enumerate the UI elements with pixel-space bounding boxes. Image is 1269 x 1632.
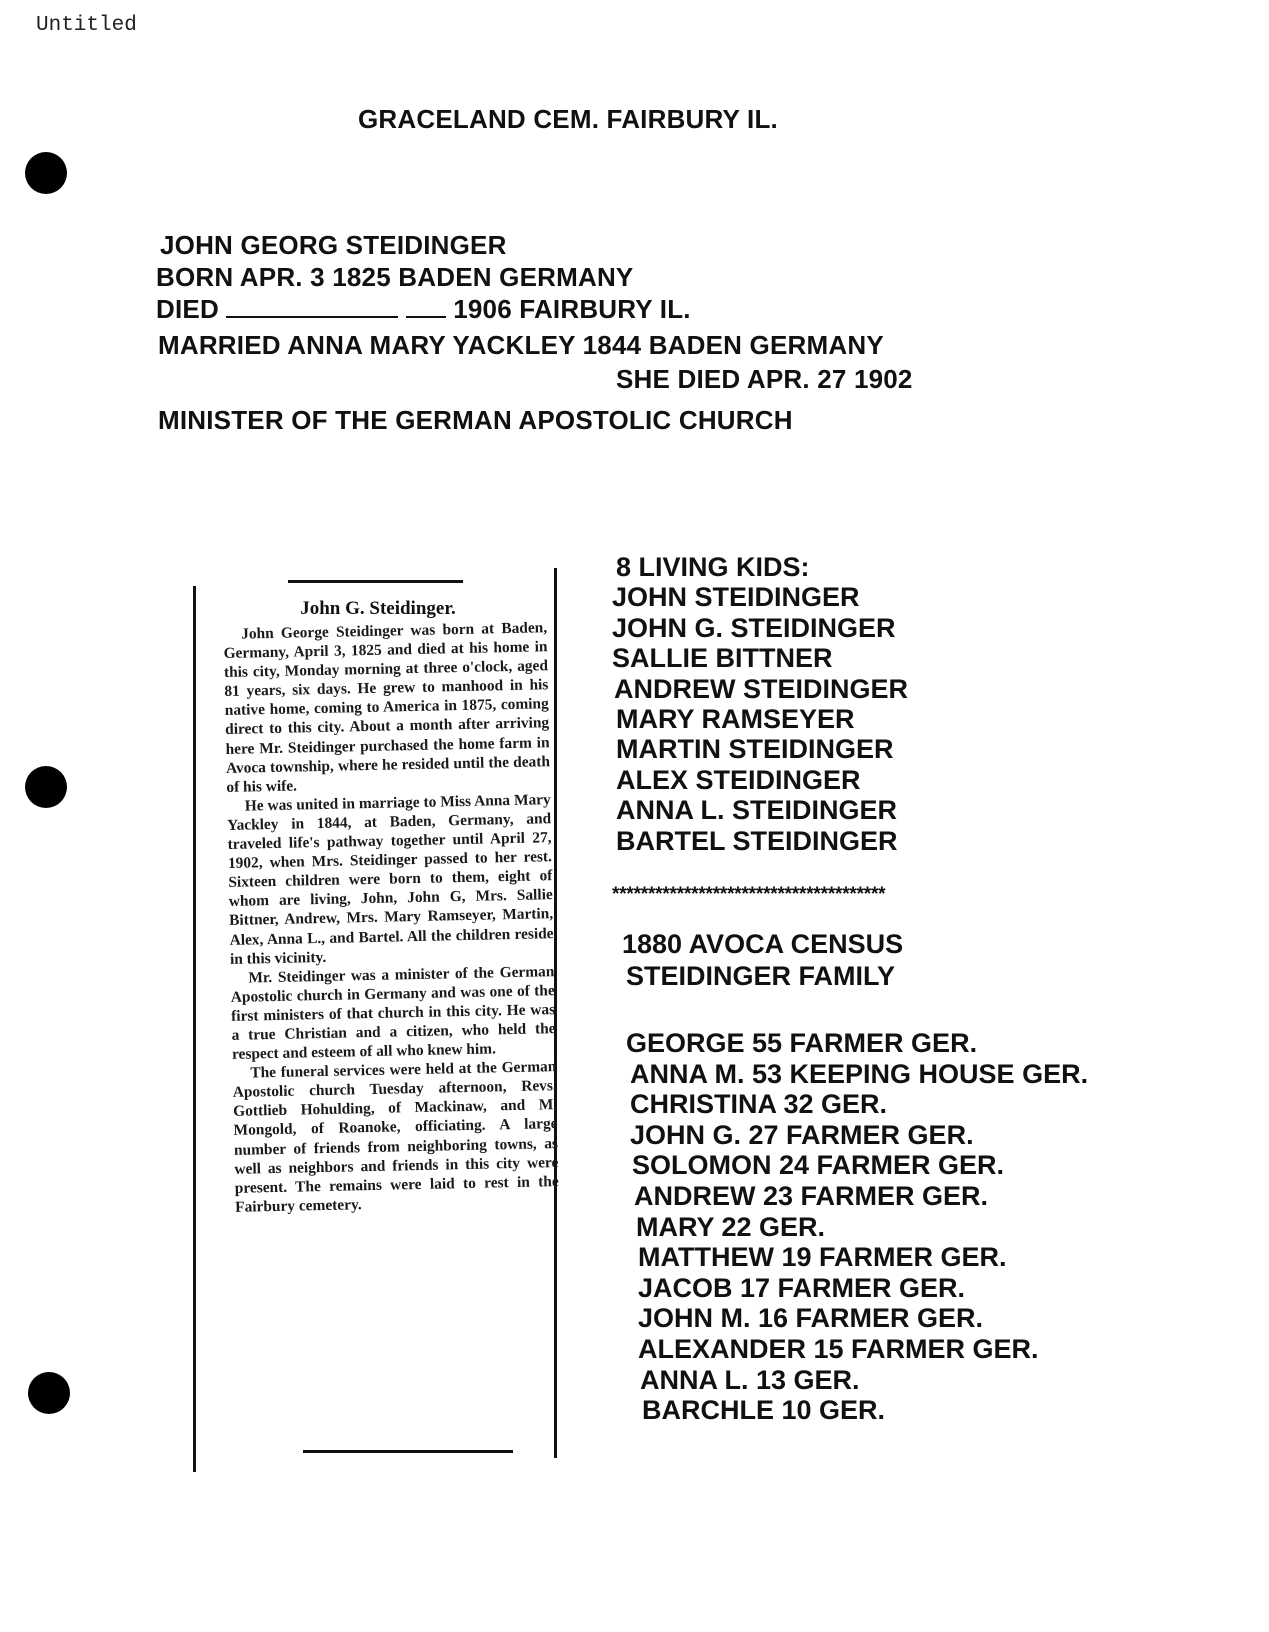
census-entry: MARY 22 GER.	[636, 1211, 826, 1242]
census-entry: BARCHLE 10 GER.	[642, 1395, 886, 1426]
census-title	[622, 928, 903, 992]
census-entry: JACOB 17 FARMER GER.	[638, 1272, 966, 1303]
clipping-bottom-rule	[303, 1450, 513, 1453]
bio-occupation: MINISTER OF THE GERMAN APOSTOLIC CHURCH	[158, 405, 793, 435]
kid-name: MARY RAMSEYER	[616, 704, 855, 735]
died-day-blank	[406, 296, 446, 318]
census-list	[626, 1028, 1088, 1426]
clipping-title: John G. Steidinger.	[300, 598, 456, 619]
clipping-paragraph: He was united in marriage to Miss Anna Mary Yackley in 1844, at Baden, Germany, and traveled life's pathway together until April 27, 1902, when Mrs. Steidinger passed to her rest. Sixteen children were born to them, eight of whom are living, John, John G, Mrs. Sallie Bittner, Andrew, Mrs. Mary Ramseyer, Martin, Alex, Anna L., and Bartel. All the children reside in this vicinity.	[227, 791, 554, 968]
clipping-body	[223, 618, 559, 1217]
page-title: GRACELAND CEM. FAIRBURY IL.	[358, 104, 778, 134]
census-title-line2: STEIDINGER FAMILY	[626, 961, 896, 991]
kids-heading: 8 LIVING KIDS:	[616, 552, 810, 582]
kid-name: ALEX STEIDINGER	[616, 764, 861, 795]
clipping-paragraph: Mr. Steidinger was a minister of the German Apostolic church in Germany and was one of the first ministers of that church in this city. He was a true Christian and a citizen, who held the respect and esteem of all who knew him.	[230, 962, 556, 1063]
census-entry: MATTHEW 19 FARMER GER.	[638, 1242, 1007, 1273]
bio-died	[156, 294, 691, 325]
census-entry: ANDREW 23 FARMER GER.	[634, 1180, 989, 1211]
census-entry: CHRISTINA 32 GER.	[630, 1089, 888, 1120]
census-entry: ANNA L. 13 GER.	[640, 1364, 860, 1395]
kid-name: ANNA L. STEIDINGER	[616, 795, 898, 826]
clipping-top-rule	[288, 580, 463, 583]
census-title-line1: 1880 AVOCA CENSUS	[622, 929, 904, 959]
punch-hole-middle	[25, 766, 67, 808]
kid-name: ANDREW STEIDINGER	[614, 673, 909, 704]
separator-stars: **************************************	[612, 884, 886, 905]
clipping-paragraph: The funeral services were held at the German Apostolic church Tuesday afternoon, Revs. Gottlieb Hohulding, of Mackinaw, and M. Mongold, of Roanoke, officiating. A large number of friends from neighboring towns, as well as neighbors and friends in this city were present. The remains were laid to rest in the Fairbury cemetery.	[232, 1058, 559, 1216]
census-entry: SOLOMON 24 FARMER GER.	[632, 1150, 1005, 1181]
census-entry: ALEXANDER 15 FARMER GER.	[638, 1333, 1039, 1364]
census-entry: GEORGE 55 FARMER GER.	[626, 1028, 978, 1058]
clipping-left-border	[193, 586, 196, 1472]
bio-died-label: DIED	[156, 294, 219, 324]
bio-born: BORN APR. 3 1825 BADEN GERMANY	[156, 262, 634, 292]
kid-name: BARTEL STEIDINGER	[616, 825, 898, 856]
clipping-paragraph: John George Steidinger was born at Baden, Germany, April 3, 1825 and died at his home in this city, Monday morning at three o'clock, aged 81 years, six days. He grew to manhood in his native home, coming to America in 1875, coming direct to this city. About a month after arriving here Mr. Steidinger purchased the home farm in Avoca township, where he resided until the death of his wife.	[223, 619, 551, 796]
bio-died-rest: 1906 FAIRBURY IL.	[453, 294, 691, 324]
census-entry: ANNA M. 53 KEEPING HOUSE GER.	[630, 1058, 1089, 1089]
document-header-label: Untitled	[36, 14, 137, 37]
bio-name: JOHN GEORG STEIDINGER	[160, 230, 507, 260]
kid-name: JOHN G. STEIDINGER	[612, 612, 896, 643]
census-entry: JOHN G. 27 FARMER GER.	[630, 1119, 974, 1150]
kid-name: MARTIN STEIDINGER	[616, 734, 894, 765]
punch-hole-top	[25, 152, 67, 194]
bio-wife-died: SHE DIED APR. 27 1902	[616, 364, 913, 394]
census-entry: JOHN M. 16 FARMER GER.	[638, 1303, 984, 1334]
died-date-blank	[226, 296, 398, 318]
kid-name: SALLIE BITTNER	[612, 643, 833, 674]
punch-hole-bottom	[28, 1372, 70, 1414]
kid-name: JOHN STEIDINGER	[612, 582, 860, 613]
obituary-clipping	[193, 568, 563, 1478]
living-kids-list	[612, 552, 909, 856]
bio-married: MARRIED ANNA MARY YACKLEY 1844 BADEN GERMANY	[158, 330, 884, 360]
